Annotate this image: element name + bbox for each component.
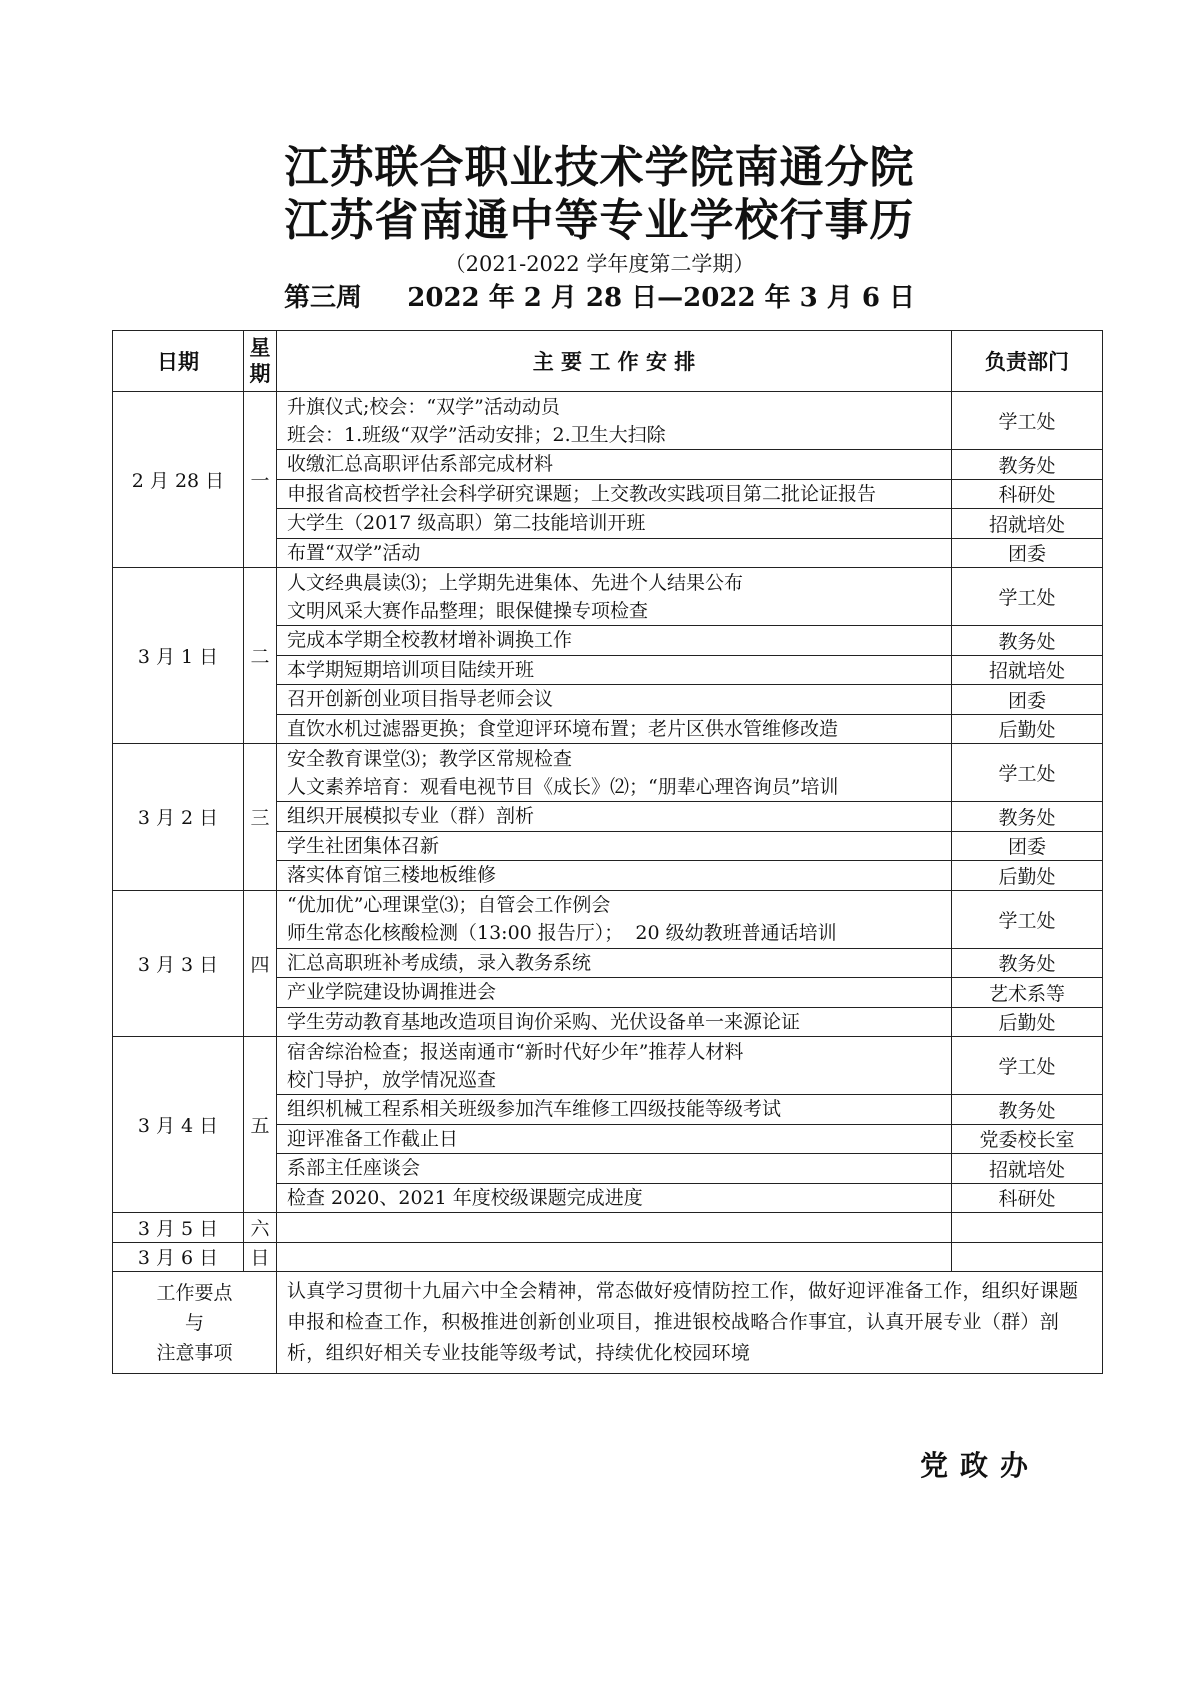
day-weekday: 五 — [244, 1037, 277, 1213]
dept-cell: 学工处 — [952, 568, 1103, 626]
day-weekday: 日 — [244, 1242, 277, 1272]
task-line: 汇总高职班补考成绩，录入教务系统 — [287, 951, 592, 974]
table-row — [113, 1213, 1103, 1243]
notes-text: 认真学习贯彻十九届六中全会精神，常态做好疫情防控工作，做好迎评准备工作，组织好课题申报和检查工作，积极推进创新创业项目，推进银校战略合作事宜，认真开展专业（群）剖析，组织好相关专业技能等级考试，持续优化校园环境 — [277, 1272, 1103, 1374]
day-date: 3 月 2 日 — [113, 744, 244, 891]
header-weekday-char: 期 — [249, 362, 271, 386]
table-row — [113, 1037, 1103, 1095]
task-cell — [277, 1183, 952, 1213]
header-date: 日期 — [113, 331, 244, 392]
task-line: 校门导护，放学情况巡查 — [287, 1068, 497, 1091]
table-row — [113, 890, 1103, 948]
task-line: 检查 2020、2021 年度校级课题完成进度 — [287, 1186, 643, 1209]
task-cell — [277, 890, 952, 948]
task-line: 系部主任座谈会 — [287, 1157, 421, 1180]
task-cell — [277, 1007, 952, 1037]
dept-cell — [952, 1213, 1103, 1243]
notes-label-line: 注意事项 — [156, 1341, 233, 1364]
task-cell — [277, 1154, 952, 1184]
task-line: 班会：1.班级“双学”活动安排；2.卫生大扫除 — [287, 423, 666, 446]
task-cell — [277, 509, 952, 539]
title-line-1: 江苏联合职业技术学院南通分院 — [284, 142, 915, 193]
dept-cell: 艺术系等 — [952, 978, 1103, 1008]
task-cell — [277, 714, 952, 744]
task-cell — [277, 392, 952, 450]
task-cell — [277, 1124, 952, 1154]
task-line: 人文素养培育：观看电视节目《成长》⑵；“朋辈心理咨询员”培训 — [287, 775, 839, 798]
task-line: 文明风采大赛作品整理；眼保健操专项检查 — [287, 599, 649, 622]
task-cell — [277, 978, 952, 1008]
task-line: 人文经典晨读⑶；上学期先进集体、先进个人结果公布 — [287, 571, 744, 594]
dept-cell: 科研处 — [952, 479, 1103, 509]
title-line-2: 江苏省南通中等专业学校行事历 — [284, 195, 915, 246]
day-weekday: 一 — [244, 392, 277, 568]
task-cell — [277, 685, 952, 715]
day-weekday: 六 — [244, 1213, 277, 1243]
dept-cell: 招就培处 — [952, 509, 1103, 539]
task-cell — [277, 655, 952, 685]
header-weekday — [244, 331, 277, 392]
day-date: 2 月 28 日 — [113, 392, 244, 568]
task-cell — [277, 479, 952, 509]
header-weekday-char: 星 — [249, 336, 271, 360]
task-cell — [277, 744, 952, 802]
task-line: 安全教育课堂⑶；教学区常规检查 — [287, 747, 573, 770]
dept-cell: 党委校长室 — [952, 1124, 1103, 1154]
dept-cell: 教务处 — [952, 802, 1103, 832]
task-cell — [277, 1242, 952, 1272]
table-row — [113, 744, 1103, 802]
task-line: 直饮水机过滤器更换；食堂迎评环境布置；老片区供水管维修改造 — [287, 717, 839, 740]
task-line: 迎评准备工作截止日 — [287, 1127, 459, 1150]
schedule-table — [112, 330, 1103, 1374]
task-line: 组织机械工程系相关班级参加汽车维修工四级技能等级考试 — [287, 1098, 782, 1121]
task-line: “优加优”心理课堂⑶；自管会工作例会 — [287, 894, 611, 916]
task-cell — [277, 450, 952, 480]
day-date: 3 月 1 日 — [113, 568, 244, 744]
task-cell — [277, 626, 952, 656]
day-date: 3 月 4 日 — [113, 1037, 244, 1213]
dept-cell: 学工处 — [952, 1037, 1103, 1095]
task-line: 申报省高校哲学社会科学研究课题；上交教改实践项目第二批论证报告 — [287, 482, 877, 505]
dept-cell: 招就培处 — [952, 655, 1103, 685]
day-date: 3 月 5 日 — [113, 1213, 244, 1243]
table-row — [113, 568, 1103, 626]
dept-cell: 团委 — [952, 685, 1103, 715]
task-line: 宿舍综治检查；报送南通市“新时代好少年”推荐人材料 — [287, 1040, 744, 1063]
notes-label-line: 工作要点 — [156, 1281, 233, 1304]
task-line: 本学期短期培训项目陆续开班 — [287, 658, 535, 681]
task-line: 收缴汇总高职评估系部完成材料 — [287, 453, 554, 476]
dept-cell: 招就培处 — [952, 1154, 1103, 1184]
task-cell — [277, 568, 952, 626]
dept-cell: 教务处 — [952, 450, 1103, 480]
day-date: 3 月 3 日 — [113, 890, 244, 1037]
header-dept: 负责部门 — [952, 331, 1103, 392]
task-cell — [277, 802, 952, 832]
dept-cell: 后勤处 — [952, 714, 1103, 744]
day-weekday: 二 — [244, 568, 277, 744]
dept-cell: 学工处 — [952, 392, 1103, 450]
dept-cell: 教务处 — [952, 1095, 1103, 1125]
task-cell — [277, 538, 952, 568]
day-weekday: 三 — [244, 744, 277, 891]
dept-cell: 团委 — [952, 538, 1103, 568]
dept-cell: 团委 — [952, 831, 1103, 861]
task-line: 产业学院建设协调推进会 — [287, 981, 497, 1004]
day-weekday: 四 — [244, 890, 277, 1037]
dept-cell: 教务处 — [952, 626, 1103, 656]
day-date: 3 月 6 日 — [113, 1242, 244, 1272]
dept-cell: 学工处 — [952, 890, 1103, 948]
schedule-body — [113, 392, 1103, 1374]
table-row — [113, 392, 1103, 450]
dept-cell: 学工处 — [952, 744, 1103, 802]
task-line: 召开创新创业项目指导老师会议 — [287, 688, 554, 711]
notes-row — [113, 1272, 1103, 1374]
task-line: 学生劳动教育基地改造项目询价采购、光伏设备单一来源论证 — [287, 1010, 801, 1033]
task-line: 学生社团集体召新 — [287, 834, 440, 857]
dept-cell: 科研处 — [952, 1183, 1103, 1213]
notes-label-line: 与 — [184, 1311, 204, 1334]
dept-cell: 教务处 — [952, 948, 1103, 978]
task-line: 落实体育馆三楼地板维修 — [287, 864, 497, 887]
header-tasks: 主 要 工 作 安 排 — [277, 331, 952, 392]
task-cell — [277, 831, 952, 861]
semester-subtitle: （2021-2022 学年度第二学期） — [444, 252, 755, 276]
task-cell — [277, 1213, 952, 1243]
task-cell — [277, 861, 952, 891]
task-line: 组织开展模拟专业（群）剖析 — [287, 805, 535, 828]
task-cell — [277, 1037, 952, 1095]
task-line: 大学生（2017 级高职）第二技能培训开班 — [287, 512, 646, 535]
task-line: 布置“双学”活动 — [287, 541, 421, 564]
notes-label — [113, 1272, 277, 1374]
dept-cell — [952, 1242, 1103, 1272]
task-line: 升旗仪式;校会：“双学”活动动员 — [287, 395, 560, 418]
task-cell — [277, 1095, 952, 1125]
week-range: 第三周 2022 年 2 月 28 日—2022 年 3 月 6 日 — [284, 283, 915, 313]
table-row — [113, 1242, 1103, 1272]
task-line: 师生常态化核酸检测（13:00 报告厅）； 20 级幼教班普通话培训 — [287, 922, 837, 944]
dept-cell: 后勤处 — [952, 861, 1103, 891]
dept-cell: 后勤处 — [952, 1007, 1103, 1037]
issuer-signature: 党政办 — [920, 1449, 1041, 1482]
task-cell — [277, 948, 952, 978]
task-line: 完成本学期全校教材增补调换工作 — [287, 629, 573, 652]
